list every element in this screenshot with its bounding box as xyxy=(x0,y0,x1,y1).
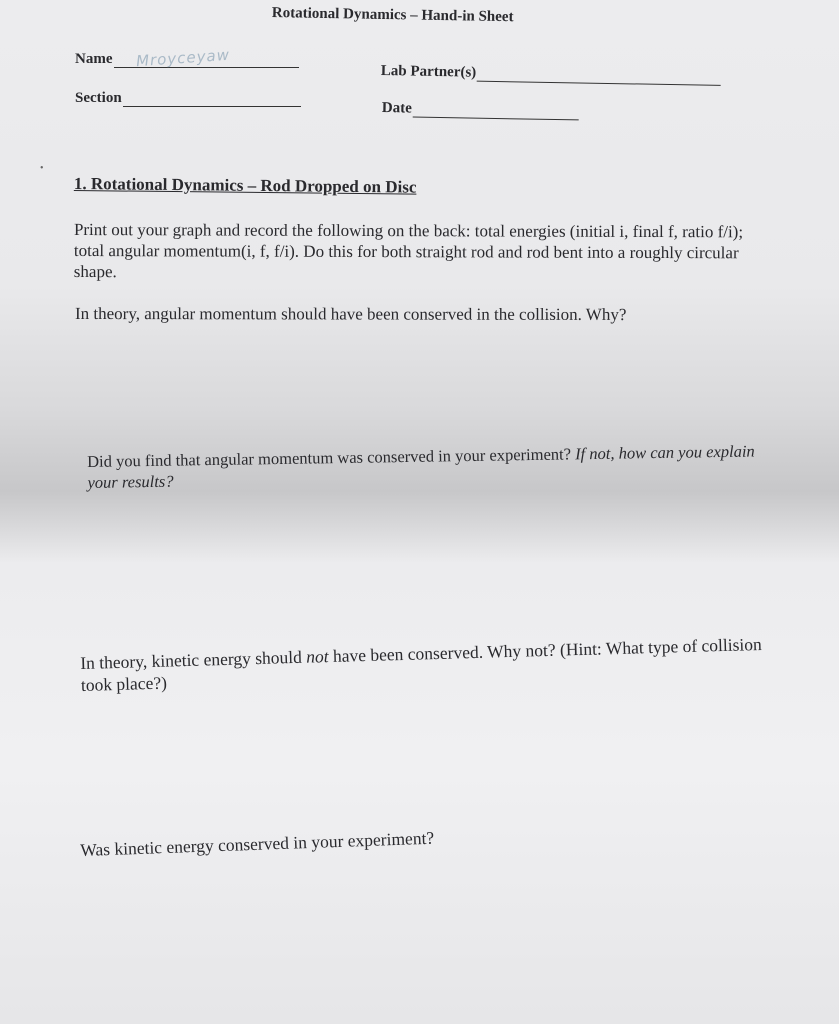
section-field xyxy=(75,90,301,107)
angular-experiment-main: Did you find that angular momentum was conserved in your experiment? xyxy=(87,444,576,471)
instructions-text: Print out your graph and record the following on the back: total energies (initial i, final f, ratio f/i); total angular momentum(i, f, f/i). Do this for both straight rod and rod bent into a roughly circular shape. xyxy=(73,220,744,282)
name-line[interactable] xyxy=(114,45,299,71)
kinetic-experiment-question: Was kinetic energy conserved in your experiment? xyxy=(80,827,435,860)
lab-partner-label: Lab Partner(s) xyxy=(380,63,477,81)
question-heading: 1. Rotational Dynamics – Rod Dropped on Disc xyxy=(73,174,417,197)
kinetic-theory-question xyxy=(80,632,781,696)
angular-experiment-question xyxy=(87,440,778,493)
section-line[interactable] xyxy=(123,92,301,107)
date-field xyxy=(382,100,579,120)
angular-experiment-followup: If not, how can you explain your results? xyxy=(87,441,755,492)
lab-partner-field xyxy=(381,63,722,86)
handwritten-name: Mroyceyaw xyxy=(134,45,230,71)
page-title: Rotational Dynamics – Hand-in Sheet xyxy=(271,5,514,26)
date-line[interactable] xyxy=(413,103,579,121)
kinetic-theory-suffix: have been conserved. Why not? (Hint: What type of collision took place?) xyxy=(80,633,763,695)
stray-mark: • xyxy=(40,163,44,174)
kinetic-theory-emphasis: not xyxy=(305,646,329,667)
date-label: Date xyxy=(381,100,412,117)
name-label: Name xyxy=(75,51,113,67)
lab-partner-line[interactable] xyxy=(477,67,721,86)
kinetic-theory-prefix: In theory, kinetic energy should xyxy=(80,646,307,673)
angular-theory-question: In theory, angular momentum should have been conserved in the collision. Why? xyxy=(74,304,627,324)
name-field xyxy=(75,45,299,71)
section-label: Section xyxy=(75,90,122,106)
